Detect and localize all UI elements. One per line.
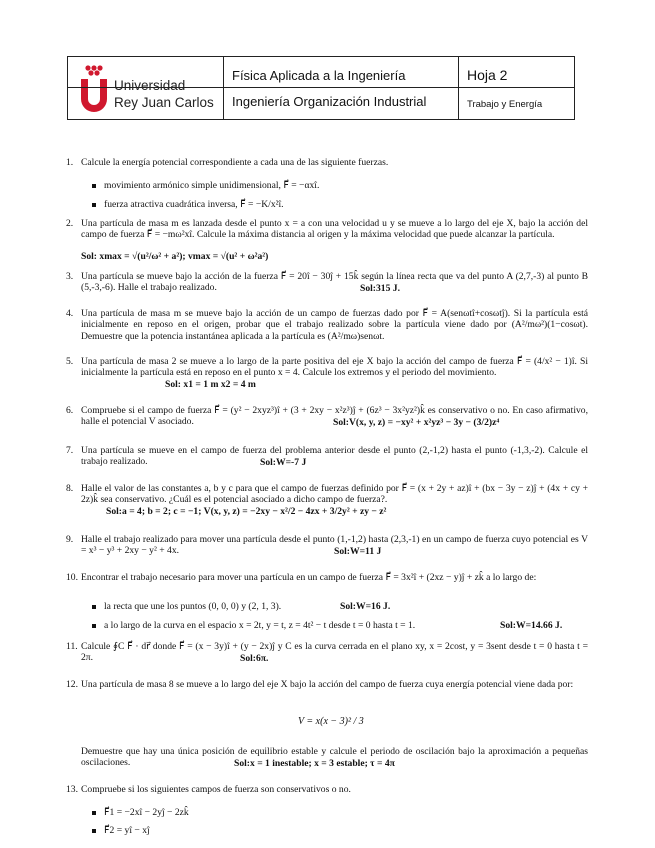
problem-text: Una partícula de masa 2 se mueve a lo largo de la parte positiva del eje X bajo la acción del campo de fuerza F⃗ = (4/x² − 1)î. Si inicialmente la partícula está en reposo en el punto x = 4. Calcule los extremos y el periodo del movimiento. <box>81 356 588 379</box>
problem-solution: Sol: x1 = 1 m x2 = 4 m <box>165 379 256 390</box>
problem-number: 11. <box>66 641 78 652</box>
problem-text: Halle el valor de las constantes a, b y c para que el campo de fuerzas definido por F⃗ = (x + 2y + az)î + (bx − 3y − z)ĵ + (4x + cy + 2z)k̂ sea conservativo. ¿Cuál es el potencial asociado a dicho campo de fuerza?. <box>81 483 588 506</box>
list-item: F⃗2 = yî − xĵ <box>104 825 150 836</box>
problem-number: 7. <box>66 445 74 456</box>
problem-text: Encontrar el trabajo necesario para mover una partícula en un campo de fuerza F⃗ = 3x²î + (2xz − y)ĵ + zk̂ a lo largo de: <box>81 572 537 583</box>
problem-number: 13. <box>66 784 78 795</box>
problem-solution: Sol:W=-7 J <box>260 457 307 468</box>
university-name-line2: Rey Juan Carlos <box>114 95 214 110</box>
university-logo-icon <box>76 63 112 113</box>
sheet-number: Hoja 2 <box>467 67 508 83</box>
problem-solution: Sol:W=14.66 J. <box>500 620 563 631</box>
problem-number: 8. <box>66 483 74 494</box>
problem-text: Compruebe si el campo de fuerza F⃗ = (y² − 2xyz³)î + (3 + 2xy − x²z³)ĵ + (6z³ − 3x²yz²)k̂ es conservativo o no. En caso afirmativo, halle el potencial V asociado. <box>81 405 588 428</box>
equation: V = x(x − 3)² / 3 <box>298 716 364 727</box>
problem-number: 12. <box>66 679 78 690</box>
problem-text: Calcule ∮C F⃗ · dr⃗ donde F⃗ = (x − 3y)î + (y − 2x)ĵ y C es la curva cerrada en el plano xy, x = 2cost, y = 3sent desde t = 0 hasta t = 2π. <box>81 641 588 664</box>
problem-number: 1. <box>66 157 74 168</box>
problem-number: 6. <box>66 405 74 416</box>
problem-text: Compruebe si los siguientes campos de fuerza son conservativos o no. <box>81 784 351 795</box>
problem-solution: Sol:V(x, y, z) = −xy² + x²yz³ − 3y − (3/2)z⁴ <box>333 417 500 428</box>
list-item: la recta que une los puntos (0, 0, 0) y (2, 1, 3). <box>104 601 282 612</box>
sheet-cell <box>459 57 574 119</box>
bullet-icon <box>92 203 96 207</box>
problem-number: 9. <box>66 534 74 545</box>
sheet-topic: Trabajo y Energía <box>467 99 543 110</box>
course-title: Física Aplicada a la Ingeniería <box>232 68 406 83</box>
problem-text: Demuestre que hay una única posición de equilibrio estable y calcule el periodo de oscilación bajo la aproximación a pequeñas oscilaciones. <box>81 746 588 769</box>
problem-text: Una partícula de masa 8 se mueve a lo largo del eje X bajo la acción del campo de fuerza cuya energía potencial viene dada por: <box>81 679 574 690</box>
bullet-icon <box>92 811 96 815</box>
problem-solution: Sol: xmax = √(u²/ω² + a²); vmax = √(u² + ω²a²) <box>81 251 269 262</box>
bullet-icon <box>92 184 96 188</box>
problem-solution: Sol:315 J. <box>360 283 400 294</box>
problem-number: 10. <box>66 572 78 583</box>
university-name-line1: Universidad <box>114 78 186 93</box>
university-cell <box>68 57 224 119</box>
problem-text: Una partícula de masa m es lanzada desde el punto x = a con una velocidad u y se mueve a lo largo del eje X, bajo la acción del campo de fuerza F⃗ = −mω²xî. Calcule la máxima distancia al origen y la máxima velocidad que puede alcanzar la partícula. <box>81 218 588 241</box>
bullet-icon <box>92 624 96 628</box>
list-item: a lo largo de la curva en el espacio x = 2t, y = t, z = 4t² − t desde t = 0 hasta t = 1. <box>104 620 416 631</box>
problem-solution: Sol:a = 4; b = 2; c = −1; V(x, y, z) = −2xy − x²/2 − 4zx + 3/2y² + zy − z² <box>106 506 387 517</box>
problem-number: 2. <box>66 218 74 229</box>
degree-title: Ingeniería Organización Industrial <box>232 94 427 109</box>
problem-number: 3. <box>66 271 74 282</box>
problem-text: Una partícula de masa m se mueve bajo la acción de un campo de fuerzas dado por F⃗ = A(senωtî+cosωtĵ). Si la partícula está inicialmente en reposo en el origen, probar que el trabajo realizado sobre la partícula viene dado por (A²/mω²)(1−cosωt). Demuestre que la potencia instantánea aplicada a la partícula es (A²/mω)senωt. <box>81 308 588 342</box>
problem-text: Una partícula se mueve bajo la acción de la fuerza F⃗ = 20î − 30ĵ + 15k̂ según la línea recta que va del punto A (2,7,-3) al punto B (5,-3,-6). Halle el trabajo realizado. <box>81 271 588 294</box>
problem-text: Halle el trabajo realizado para mover una partícula desde el punto (1,-1,2) hasta (2,3,-1) en un campo de fuerza cuyo potencial es V = x³ − y³ + 2xy − y² + 4x. <box>81 534 588 557</box>
course-cell <box>224 57 459 119</box>
problem-number: 4. <box>66 308 74 319</box>
problem-solution: Sol:W=16 J. <box>340 601 391 612</box>
problem-solution: Sol:6π. <box>240 653 269 664</box>
problem-solution: Sol:W=11 J <box>334 546 382 557</box>
list-item: F⃗1 = −2xî − 2yĵ − 2zk̂ <box>104 807 189 818</box>
problem-text: Calcule la energía potencial correspondiente a cada una de las siguiente fuerzas. <box>81 157 389 168</box>
list-item: fuerza atractiva cuadrática inversa, F⃗ = −K/x²î. <box>104 199 284 210</box>
list-item: movimiento armónico simple unidimensional, F⃗ = −αxî. <box>104 180 320 191</box>
header-divider <box>68 87 458 88</box>
bullet-icon <box>92 605 96 609</box>
header-box <box>67 56 575 120</box>
problem-number: 5. <box>66 356 74 367</box>
bullet-icon <box>92 829 96 833</box>
problem-text: Una partícula se mueve en el campo de fuerza del problema anterior desde el punto (2,-1,2) hasta el punto (-1,3,-2). Calcule el trabajo realizado. <box>81 445 588 468</box>
header-divider <box>459 87 574 88</box>
problem-solution: Sol:x = 1 inestable; x = 3 estable; τ = 4π <box>234 758 395 769</box>
